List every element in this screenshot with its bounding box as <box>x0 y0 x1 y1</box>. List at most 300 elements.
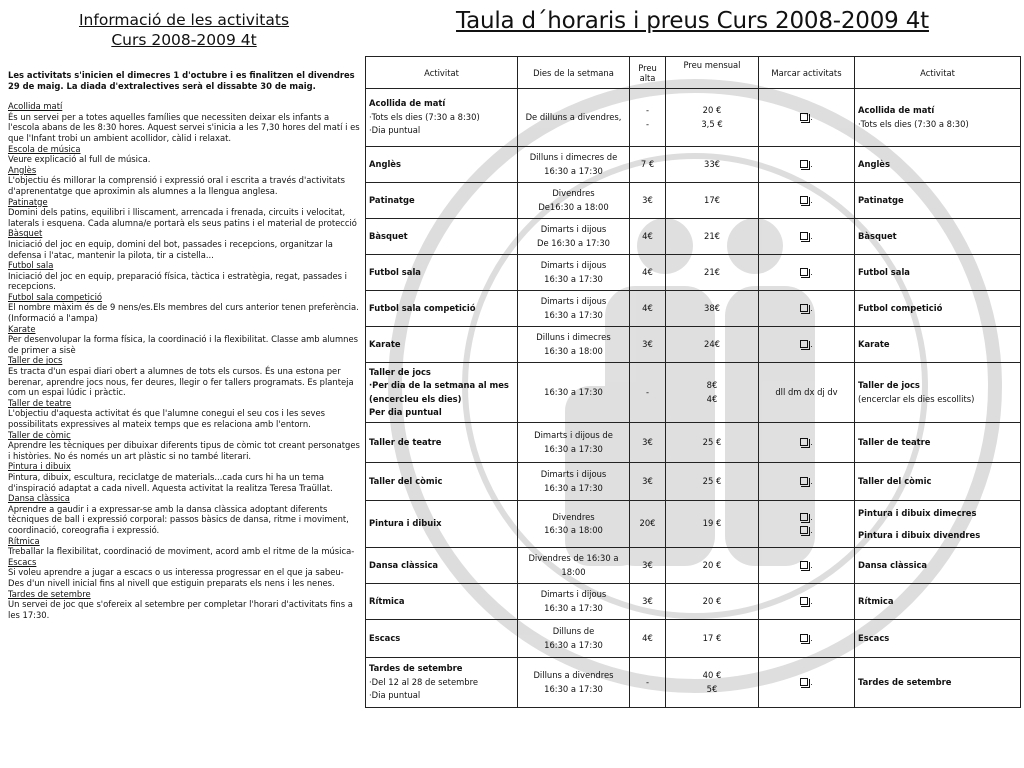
table-row <box>366 291 1021 327</box>
activity2-cell <box>855 219 1021 255</box>
activity-name: Futbol sala <box>369 266 421 277</box>
checkbox-wrap[interactable] <box>762 266 851 280</box>
activity-option: Per dia puntual <box>369 407 442 417</box>
cell-line: De 16:30 a 17:30 <box>537 237 610 248</box>
info-column <box>8 10 360 768</box>
description-text: Pintura, dibuix, escultura, reciclatge de materials...cada curs hi ha un tema d'inspiració adaptat a cada nivell. Aquesta activitat la realitza Teresa Traüllat. <box>8 471 333 493</box>
mark-cell <box>759 423 855 463</box>
description-heading: Futbol sala <box>8 260 54 271</box>
days-cell <box>518 501 630 548</box>
cell-line: Divendres de 16:30 a 18:00 <box>528 553 619 577</box>
price-month-cell <box>666 548 759 584</box>
activity2-name: Karate <box>858 338 890 349</box>
cell-line: Dilluns de <box>552 626 595 636</box>
price-high-cell <box>630 255 666 291</box>
price-high-cell <box>630 548 666 584</box>
activity2-name: Patinatge <box>858 194 904 205</box>
price-high-cell <box>630 620 666 658</box>
cell-line: Dimarts i dijous <box>540 589 607 599</box>
cell-line: 33€ <box>704 158 720 169</box>
description-item <box>8 589 360 621</box>
mark-cell <box>759 363 855 423</box>
cell-line: 3,5 € <box>701 118 723 129</box>
days-cell <box>518 584 630 620</box>
checkbox-wrap[interactable] <box>762 230 851 244</box>
cell-line: 7 € <box>640 158 655 169</box>
checkbox-dot: . <box>810 512 813 522</box>
cell-line: Divendres <box>552 511 595 522</box>
mark-cell <box>759 89 855 147</box>
activity2-name: Taller de teatre <box>858 436 931 447</box>
cell-line: 25 € <box>702 475 722 486</box>
header-days: Dies de la setmana <box>518 57 630 89</box>
mark-cell <box>759 584 855 620</box>
day-selector[interactable]: dll dm dx dj dv <box>775 386 838 397</box>
checkbox-icon[interactable] <box>800 160 808 168</box>
cell-line: 3€ <box>642 436 653 447</box>
description-heading: Anglès <box>8 164 37 175</box>
description-text: Treballar la flexibilitat, coordinació de moviment, acord amb el ritme de la música- <box>8 546 355 557</box>
cell-line: 17 € <box>702 632 722 643</box>
price-month-cell <box>666 327 759 363</box>
mark-cell <box>759 291 855 327</box>
cell-line: De16:30 a 18:00 <box>538 201 609 212</box>
price-high-cell <box>630 89 666 147</box>
price-high-cell <box>630 219 666 255</box>
cell-line: 8€ <box>706 380 718 390</box>
mark-cell <box>759 219 855 255</box>
checkbox-wrap[interactable] <box>762 111 851 125</box>
checkbox-dot: . <box>810 526 813 535</box>
checkbox-wrap[interactable] <box>762 338 851 352</box>
activity-cell <box>366 363 518 423</box>
info-title-line1: Informació de les activitats <box>78 11 290 29</box>
price-high-cell <box>630 291 666 327</box>
description-item <box>8 324 360 356</box>
cell-line: Dilluns a divendres <box>533 670 614 680</box>
activity2-name: Tardes de setembre <box>858 676 952 687</box>
activity-name: Rítmica <box>369 595 405 606</box>
activity2-cell <box>855 463 1021 501</box>
description-text: És un servei per a totes aquelles famílies que necessiten deixar els infants a l'escola abans de les 8:30 hores. Aquest servei s'inicia a les 7,30 hores del matí i es que l'Infant trobi un ambient acollidor, càlid i relaxat. <box>8 111 360 143</box>
price-month-cell <box>666 219 759 255</box>
cell-line: 16:30 a 17:30 <box>544 309 603 320</box>
description-text: Es tracta d'un espai diari obert a alumnes de tots els cursos. És una estona per berenar, aprendre jocs nous, fer deures, llegir o fer tallers programats. Es planteja com un espai lúdic i pràctic. <box>8 366 354 398</box>
cell-line: 20€ <box>639 518 656 529</box>
cell-line: 24€ <box>704 338 720 349</box>
price-month-cell <box>666 501 759 548</box>
cell-line: 3€ <box>642 475 653 486</box>
cell-line: 4€ <box>642 302 653 313</box>
description-heading: Escola de música <box>8 143 81 154</box>
checkbox-icon[interactable] <box>800 340 808 348</box>
description-text: Iniciació del joc en equip, preparació física, tàctica i estratègia, regat, passades i recepcions. <box>8 270 347 292</box>
cell-line: - <box>645 676 650 687</box>
info-title <box>8 10 360 50</box>
table-row <box>366 183 1021 219</box>
table-row <box>366 363 1021 423</box>
activity-name: Escacs <box>369 632 401 643</box>
header-price-high: Preu alta <box>630 57 666 89</box>
checkbox-icon[interactable] <box>800 113 808 121</box>
checkbox-wrap[interactable] <box>762 676 851 690</box>
header-price-month: Preu mensual <box>666 57 759 89</box>
price-high-cell <box>630 363 666 423</box>
activity-cell <box>366 548 518 584</box>
description-item <box>8 228 360 260</box>
description-text: Si voleu aprendre a jugar a escacs o us interessa progressar en el que ja sabeu- Des d'un nivell inicial fins al nivell que estiguin preparats els nens i les nenes. <box>8 567 344 588</box>
activity2-cell <box>855 147 1021 183</box>
days-cell <box>518 658 630 708</box>
cell-line: 16:30 a 17:30 <box>544 639 603 650</box>
activity2-cell <box>855 548 1021 584</box>
price-month-cell <box>666 658 759 708</box>
cell-line: 4€ <box>642 632 653 643</box>
cell-line: 21€ <box>704 266 720 277</box>
activity-name: Tardes de setembre <box>369 663 463 674</box>
activity2-cell <box>855 363 1021 423</box>
cell-line: Dilluns i dimecres de 16:30 a 17:30 <box>529 152 618 176</box>
days-cell <box>518 423 630 463</box>
description-text: Domini dels patins, equilibri i lliscament, arrencada i frenada, circuits i velocitat, laterals i esquena. Cada alumna/e portarà els seus patins i el material de protecció <box>8 207 357 228</box>
activity-cell <box>366 183 518 219</box>
table-row <box>366 548 1021 584</box>
checkbox-icon[interactable] <box>800 438 808 446</box>
price-high-cell <box>630 183 666 219</box>
description-text: Un servei de joc que s'ofereix al setembre per completar l'horari d'activitats fins a les 17:30. <box>8 599 353 620</box>
price-high-cell <box>630 423 666 463</box>
activity2-name: Dansa clàssica <box>858 559 928 570</box>
activity-cell <box>366 423 518 463</box>
price-month-cell <box>666 291 759 327</box>
checkbox-icon[interactable] <box>800 268 808 276</box>
cell-line: - <box>645 118 650 129</box>
header-activity2: Activitat <box>855 57 1021 89</box>
checkbox-wrap[interactable] <box>762 524 851 538</box>
description-text: L'objectiu d'aquesta activitat és que l'alumne conegui el seu cos i les seves possibilitats expressives al mateix temps que es relaciona amb l'entorn. <box>8 408 325 429</box>
activity-name: Patinatge <box>369 194 415 205</box>
cell-line: 16:30 a 17:30 <box>544 386 603 397</box>
activity2-option: (encerclar els dies escollits) <box>858 393 975 404</box>
activity2-line: Pintura i dibuix divendres <box>858 530 981 540</box>
activity-name: Karate <box>369 338 401 349</box>
cell-line: 3€ <box>642 559 653 570</box>
checkbox-dot: . <box>810 560 813 570</box>
description-heading: Dansa clàssica <box>8 493 70 504</box>
description-text: Per desenvolupar la forma física, la coordinació i la flexibilitat. Classe amb alumnes de primer a sisè <box>8 334 358 355</box>
activity2-cell <box>855 327 1021 363</box>
description-item <box>8 197 360 229</box>
mark-cell <box>759 620 855 658</box>
mark-cell <box>759 463 855 501</box>
schedule-title: Taula d´horaris i preus Curs 2008-2009 4t <box>456 8 929 34</box>
days-cell <box>518 89 630 147</box>
cell-line: 16:30 a 18:00 <box>544 345 603 356</box>
checkbox-dot: . <box>810 476 813 486</box>
mark-cell <box>759 147 855 183</box>
checkbox-icon[interactable] <box>800 597 808 605</box>
description-heading: Bàsquet <box>8 228 43 239</box>
activity2-name: Anglès <box>858 158 890 169</box>
activity2-cell <box>855 423 1021 463</box>
cell-line: 5€ <box>706 683 718 694</box>
cell-line: 25 € <box>702 436 722 447</box>
table-row <box>366 423 1021 463</box>
cell-line: - <box>645 386 650 397</box>
cell-line: Dimarts i dijous <box>540 224 607 234</box>
description-item <box>8 536 360 557</box>
activity2-cell <box>855 584 1021 620</box>
price-month-cell <box>666 463 759 501</box>
activity-name: Bàsquet <box>369 230 408 241</box>
checkbox-icon[interactable] <box>800 196 808 204</box>
days-cell <box>518 291 630 327</box>
activity-cell <box>366 89 518 147</box>
cell-line: 17€ <box>704 194 720 205</box>
mark-cell <box>759 501 855 548</box>
days-cell <box>518 548 630 584</box>
table-row <box>366 620 1021 658</box>
cell-line: 38€ <box>704 302 720 313</box>
checkbox-icon[interactable] <box>800 232 808 240</box>
activity-cell <box>366 584 518 620</box>
description-text: Iniciació del joc en equip, domini del bot, passades i recepcions, organitzar la defensa i l'atac, mantenir la pilota, tir a cistella... <box>8 238 333 260</box>
price-month-cell <box>666 89 759 147</box>
days-cell <box>518 363 630 423</box>
description-heading: Karate <box>8 323 36 334</box>
cell-line: 4€ <box>642 230 653 241</box>
activity-name: Anglès <box>369 158 401 169</box>
checkbox-wrap[interactable] <box>762 475 851 489</box>
table-row <box>366 327 1021 363</box>
checkbox-icon[interactable] <box>800 678 808 686</box>
description-text: L'objectiu és millorar la comprensió i expressió oral i escrita a través d'activitats d'aprenentatge que aproximin als alumnes a la llengua anglesa. <box>8 175 345 196</box>
description-heading: Escacs <box>8 556 37 567</box>
cell-line: 19 € <box>702 518 722 529</box>
price-high-cell <box>630 584 666 620</box>
activity2-name: Taller de jocs <box>858 380 920 390</box>
cell-line: Dimarts i dijous <box>540 296 607 306</box>
cell-line: 3€ <box>642 595 653 606</box>
cell-line: 21€ <box>704 230 720 241</box>
activity2-name: Futbol competició <box>858 302 943 313</box>
activity-cell <box>366 219 518 255</box>
table-row <box>366 219 1021 255</box>
mark-cell <box>759 548 855 584</box>
table-row <box>366 658 1021 708</box>
checkbox-dot: . <box>810 159 813 169</box>
info-title-line2: Curs 2008-2009 4t <box>111 31 257 49</box>
price-month-cell <box>666 423 759 463</box>
checkbox-wrap[interactable] <box>762 194 851 208</box>
description-heading: Taller de còmic <box>8 429 71 440</box>
header-activity: Activitat <box>366 57 518 89</box>
activity2-name: Taller del còmic <box>858 475 932 486</box>
checkbox-dot: . <box>810 231 813 241</box>
price-month-cell <box>666 584 759 620</box>
price-month-cell <box>666 363 759 423</box>
description-item <box>8 292 360 324</box>
cell-line: 4€ <box>642 266 653 277</box>
cell-line: 20 € <box>702 105 722 115</box>
checkbox-wrap[interactable] <box>762 302 851 316</box>
activity-cell <box>366 327 518 363</box>
cell-line: 16:30 a 17:30 <box>544 683 603 694</box>
checkbox-wrap[interactable] <box>762 632 851 646</box>
activity2-name: Rítmica <box>858 595 894 606</box>
activity-name: Acollida de matí <box>369 98 446 109</box>
checkbox-icon[interactable] <box>800 526 808 534</box>
cell-line: 16:30 a 17:30 <box>544 602 603 613</box>
activity2-cell <box>855 620 1021 658</box>
checkbox-icon[interactable] <box>800 634 808 642</box>
price-high-cell <box>630 658 666 708</box>
checkbox-icon[interactable] <box>800 513 808 521</box>
description-heading: Acollida matí <box>8 101 63 112</box>
activity2-cell <box>855 291 1021 327</box>
activity2-line: Pintura i dibuix dimecres <box>858 508 977 518</box>
description-heading: Futbol sala competició <box>8 291 103 302</box>
activity-name: Futbol sala competició <box>369 302 476 313</box>
checkbox-wrap[interactable] <box>762 158 851 172</box>
cell-line: - <box>645 105 650 115</box>
activity-name: Taller de teatre <box>369 436 442 447</box>
activity-cell <box>366 255 518 291</box>
activity-option: ·Dia puntual <box>369 125 421 136</box>
activity2-name: Bàsquet <box>858 230 897 241</box>
mark-cell <box>759 658 855 708</box>
checkbox-wrap[interactable] <box>762 436 851 450</box>
days-cell <box>518 183 630 219</box>
cell-line: 20 € <box>702 559 722 570</box>
checkbox-icon[interactable] <box>800 304 808 312</box>
table-row <box>366 89 1021 147</box>
price-high-cell <box>630 501 666 548</box>
cell-line: Dilluns i dimecres <box>536 332 611 342</box>
header-mark: Marcar activitats <box>759 57 855 89</box>
cell-line: De dilluns a divendres, <box>525 111 622 122</box>
checkbox-dot: . <box>810 339 813 349</box>
table-header-row <box>366 57 1021 89</box>
description-item <box>8 461 360 493</box>
checkbox-wrap[interactable] <box>762 595 851 609</box>
activity-descriptions <box>8 101 360 620</box>
activity-option: ·Per dia de la setmana al mes (encercleu els dies) <box>369 380 509 404</box>
activity2-option: ·Tots els dies (7:30 a 8:30) <box>858 118 969 129</box>
activity-cell <box>366 463 518 501</box>
activity-name: Taller de jocs <box>369 366 431 377</box>
description-text: Aprendre les tècniques per dibuixar diferents tipus de còmic tot creant personatges i històries. No és només un art plàstic si no també literari. <box>8 440 360 461</box>
cell-line: 16:30 a 18:00 <box>544 525 603 535</box>
price-month-cell <box>666 147 759 183</box>
table-row <box>366 501 1021 548</box>
cell-line: Dimarts i dijous <box>540 469 607 479</box>
days-cell <box>518 620 630 658</box>
days-cell <box>518 147 630 183</box>
schedule-table <box>365 56 1021 708</box>
description-heading: Taller de teatre <box>8 397 72 408</box>
description-text: El nombre màxim és de 9 nens/es.Els membres del curs anterior tenen preferència. (Informació a l'ampa) <box>8 302 359 324</box>
table-row <box>366 584 1021 620</box>
checkbox-wrap[interactable] <box>762 511 851 525</box>
activity-option: ·Del 12 al 28 de setembre <box>369 676 478 687</box>
description-heading: Taller de jocs <box>8 355 63 366</box>
description-item <box>8 430 360 462</box>
activity2-cell <box>855 255 1021 291</box>
days-cell <box>518 255 630 291</box>
cell-line: 3€ <box>642 194 653 205</box>
activity-name: Pintura i dibuix <box>369 518 442 529</box>
activity-cell <box>366 658 518 708</box>
description-item <box>8 165 360 197</box>
cell-line: Divendres <box>552 188 595 198</box>
days-cell <box>518 327 630 363</box>
activity-name: Taller del còmic <box>369 475 443 486</box>
activity-cell <box>366 147 518 183</box>
table-row <box>366 147 1021 183</box>
description-heading: Patinatge <box>8 196 48 207</box>
activity2-cell <box>855 89 1021 147</box>
price-month-cell <box>666 183 759 219</box>
checkbox-wrap[interactable] <box>762 559 851 573</box>
intro-paragraph: Les activitats s'inicien el dimecres 1 d'octubre i es finalitzen el divendres 29 de maig. La diada d'extralectives serà el dissabte 30 de maig. <box>8 70 355 91</box>
cell-line: 16:30 a 17:30 <box>544 482 603 493</box>
description-item <box>8 260 360 292</box>
description-text: Aprendre a gaudir i a expressar-se amb la dansa clàssica adoptant diferents tècniques de ball i expressió corporal: passos bàsics de dansa, ritme i moviment, coordinació, coreografia i expressió. <box>8 503 349 535</box>
price-high-cell <box>630 463 666 501</box>
description-item <box>8 398 360 430</box>
cell-line: 40 € <box>702 670 722 680</box>
checkbox-dot: . <box>810 195 813 205</box>
description-item <box>8 355 360 397</box>
checkbox-dot: . <box>810 677 813 687</box>
activity2-cell <box>855 501 1021 548</box>
cell-line: 16:30 a 17:30 <box>544 273 603 284</box>
description-text: Veure explicació al full de música. <box>8 154 151 165</box>
checkbox-icon[interactable] <box>800 561 808 569</box>
activity2-cell <box>855 183 1021 219</box>
checkbox-dot: . <box>810 437 813 447</box>
price-month-cell <box>666 620 759 658</box>
description-heading: Tardes de setembre <box>8 588 91 599</box>
days-cell <box>518 219 630 255</box>
activity-option: ·Dia puntual <box>369 690 421 701</box>
description-item <box>8 493 360 535</box>
mark-cell <box>759 327 855 363</box>
price-high-cell <box>630 327 666 363</box>
checkbox-dot: . <box>810 267 813 277</box>
cell-line: 20 € <box>702 595 722 606</box>
activity-cell <box>366 291 518 327</box>
activity2-cell <box>855 658 1021 708</box>
activity-option: ·Tots els dies (7:30 a 8:30) <box>369 111 480 122</box>
checkbox-dot: . <box>810 112 813 122</box>
cell-line: 4€ <box>706 393 718 404</box>
mark-cell <box>759 255 855 291</box>
checkbox-icon[interactable] <box>800 477 808 485</box>
checkbox-dot: . <box>810 303 813 313</box>
checkbox-dot: . <box>810 633 813 643</box>
mark-cell <box>759 183 855 219</box>
days-cell <box>518 463 630 501</box>
activity2-name: Escacs <box>858 632 890 643</box>
description-item <box>8 101 360 143</box>
activity-cell <box>366 501 518 548</box>
table-row <box>366 255 1021 291</box>
activity-name: Dansa clàssica <box>369 559 439 570</box>
activity2-name: Acollida de matí <box>858 105 935 115</box>
cell-line: 3€ <box>642 338 653 349</box>
